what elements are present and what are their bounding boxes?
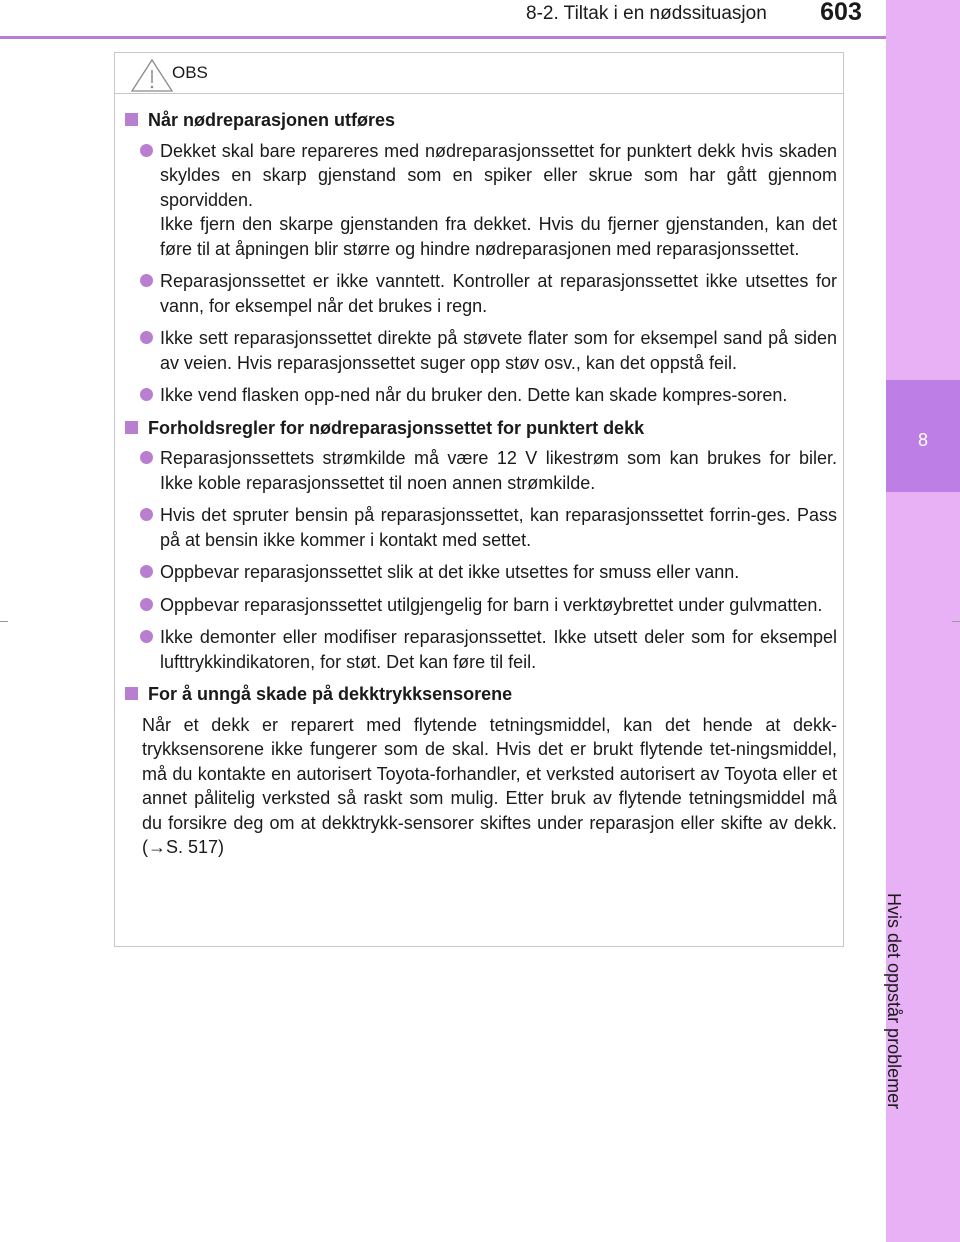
caution-label: OBS xyxy=(172,63,208,82)
caution-box xyxy=(114,52,844,947)
bullet-item: Ikke sett reparasjonssettet direkte på støvete flater som for eksempel sand på siden av veien. Hvis reparasjonssettet suger opp støv osv., kan det oppstå feil. xyxy=(125,326,837,375)
chapter-tab xyxy=(886,380,960,492)
crop-mark-left xyxy=(0,621,8,622)
page-number: 603 xyxy=(796,0,886,30)
section-title: 8-2. Tiltak i en nødssituasjon xyxy=(526,3,767,24)
chapter-title: Hvis det oppstår problemer xyxy=(884,893,904,1110)
bullet-text: Dekket skal bare repareres med nødreparasjonssettet for punktert dekk hvis skaden skyldes en skarp gjenstand som en spiker eller skrue som har gått gjennom sporvidden. xyxy=(160,140,837,210)
caution-header xyxy=(115,53,843,94)
bullet-item: Oppbevar reparasjonssettet utilgjengelig for barn i verktøybrettet under gulvmatten. xyxy=(125,593,837,618)
bullet-item: Hvis det spruter bensin på reparasjonssettet, kan reparasjonssettet forrin-ges. Pass på at bensin ikke kommer i kontakt med settet. xyxy=(125,503,837,552)
bullet-text: Ikke fjern den skarpe gjenstanden fra dekket. Hvis du fjerner gjenstanden, kan det føre til at åpningen blir større og hindre nødreparasjonen med reparasjonssettet. xyxy=(160,214,837,259)
section-heading: For å unngå skade på dekktrykksensorene xyxy=(125,682,837,707)
chapter-number: 8 xyxy=(917,430,928,450)
caution-content xyxy=(125,108,837,860)
bullet-item: Ikke vend flasken opp-ned når du bruker den. Dette kan skade kompres-soren. xyxy=(125,383,837,408)
section-heading: Når nødreparasjonen utføres xyxy=(125,108,837,133)
bullet-item: Oppbevar reparasjonssettet slik at det ikke utsettes for smuss eller vann. xyxy=(125,560,837,585)
bullet-item: Ikke demonter eller modifiser reparasjonssettet. Ikke utsett deler som for eksempel lufttrykkindikatoren, for støt. Det kan føre til feil. xyxy=(125,625,837,674)
bullet-item: Reparasjonssettets strømkilde må være 12 V likestrøm som kan brukes for biler. Ikke koble reparasjonssettet til noen annen strømkilde. xyxy=(125,446,837,495)
header-rule xyxy=(0,36,886,39)
warning-triangle-icon xyxy=(129,57,175,93)
section-heading: Forholdsregler for nødreparasjonssettet for punktert dekk xyxy=(125,416,837,441)
crop-mark-right xyxy=(952,621,960,622)
section-paragraph: Når et dekk er reparert med flytende tetningsmiddel, kan det hende at dekk-trykksensorene ikke fungerer som de skal. Hvis det er brukt flytende tet-ningsmiddel, må du kontakte en autorisert Toyota-forhandler, et verksted autorisert av Toyota eller et annet pålitelig verksted så raskt som mulig. Etter bruk av flytende tetningsmiddel må du forsikre deg om at dekktrykk-sensorer skiftes under reparasjon eller skifte av dekk. (→S. 517) xyxy=(142,714,837,857)
bullet-item xyxy=(125,139,837,262)
bullet-item: Reparasjonssettet er ikke vanntett. Kontroller at reparasjonssettet ikke utsettes for vann, for eksempel når det brukes i regn. xyxy=(125,269,837,318)
